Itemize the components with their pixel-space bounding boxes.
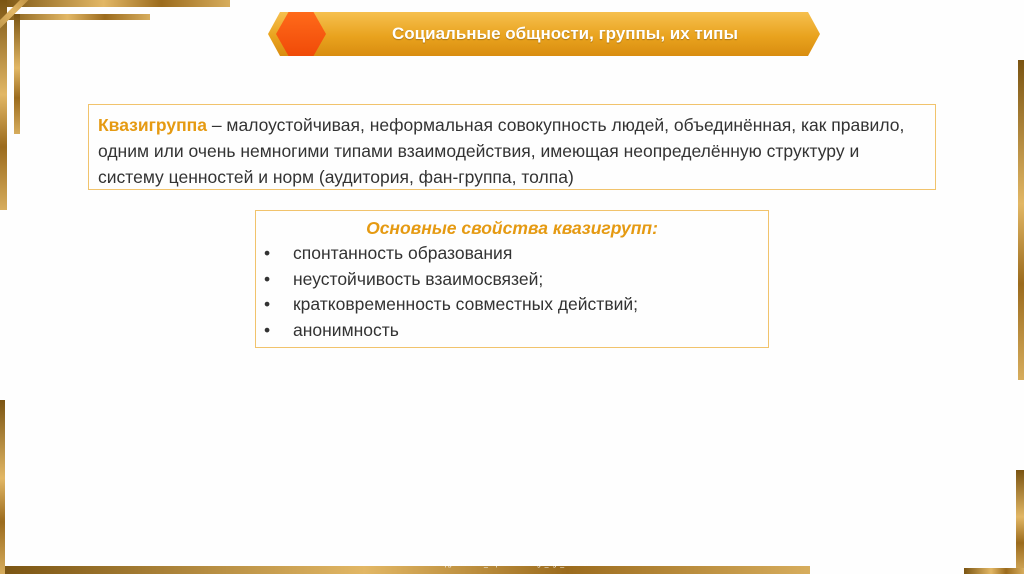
definition-term: Квазигруппа <box>98 115 207 135</box>
definition-box <box>88 104 936 190</box>
frame-gold-bottom-right-bar <box>1016 470 1024 574</box>
frame-gold-bottom-right-edge <box>964 568 1024 574</box>
properties-list <box>264 241 760 343</box>
definition-text: – малоустойчивая, неформальная совокупность людей, объединённая, как правило, одним или очень немногими типами взаимодействия, имеющая неопределённую структуру и систему ценностей и норм (аудитория, фан-группа, толпа) <box>98 115 905 187</box>
properties-box <box>255 210 769 348</box>
properties-title: Основные свойства квазигрупп: <box>366 218 658 238</box>
frame-gold-top-left-bar-inner <box>0 14 150 20</box>
list-item: • анонимность <box>264 318 760 344</box>
frame-gold-corner-diagonal <box>0 0 77 64</box>
list-item: • кратковременность совместных действий; <box>264 292 760 318</box>
frame-gold-left-bar <box>0 0 7 210</box>
frame-gold-left-bar-inner <box>14 14 20 134</box>
frame-gold-right-bar <box>1018 60 1024 380</box>
frame-gold-bottom-left-bar <box>0 400 5 574</box>
list-item: • неустойчивость взаимосвязей; <box>264 267 760 293</box>
frame-gold-top-left-bar <box>0 0 230 7</box>
slide-title: Социальные общности, группы, их типы <box>392 24 738 43</box>
list-item: • спонтанность образования <box>264 241 760 267</box>
footer-credit: Хамидуллин Б.И._https://vk.com/ege_oge_obshestv <box>427 561 593 568</box>
